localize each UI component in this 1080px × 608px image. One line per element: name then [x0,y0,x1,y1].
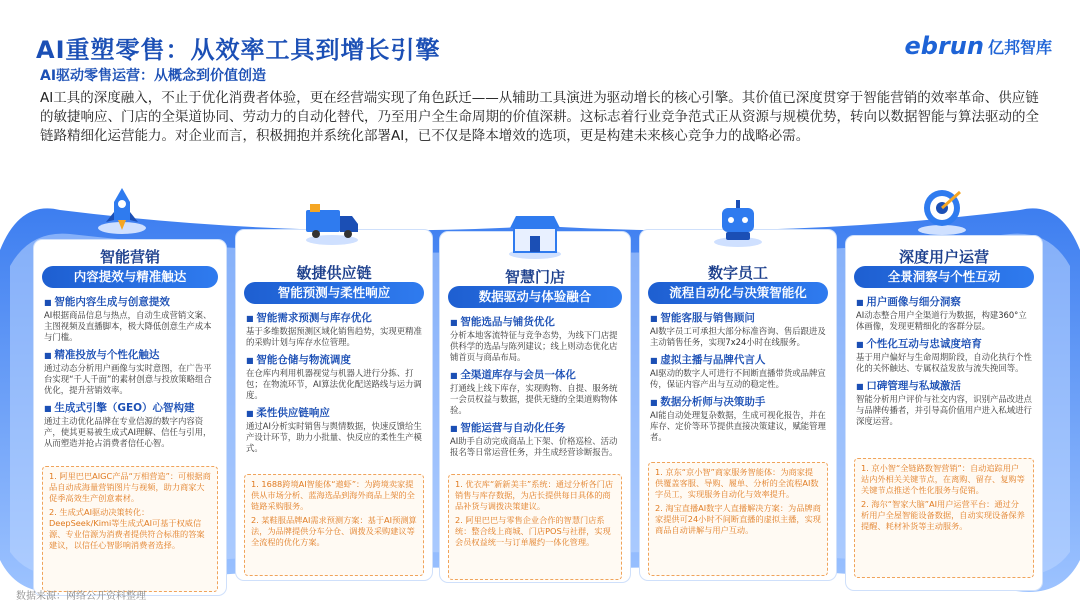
panel-body [856,290,1034,428]
section-text: AI动态整合用户全渠道行为数据，构建360°立体画像，发现更精细化的客群分层。 [856,310,1027,331]
case-note [244,474,424,576]
case-note [42,466,218,592]
section-text: AI根据商品信息与热点，自动生成营销文案、主图视频及直播脚本，极大降低创意生产成本与门槛。 [44,310,212,342]
digital-employee-robot-icon [708,198,768,248]
case-note [854,458,1034,578]
case-note [448,474,622,580]
case-note-2: 2. 海尔“智家大脑”AI用户运营平台：通过分析用户全屋智能设备数据，自动实现设备保养提醒、耗材补货等主动服务。 [861,499,1025,531]
section-heading: ■ 生成式引擎（GEO）心智构建 [44,401,218,416]
case-note-1: 1. 京小智“全链路数智营销”：自动追踪用户站内外相关关键节点，在离购、留存、复购等关键节点推送个性化服务与促销。 [861,463,1025,495]
section-heading: ■ 智能客服与销售顾问 [650,311,828,326]
supply-chain-truck-icon [300,196,364,246]
page-subtitle: AI驱动零售运营：从概念到价值创造 [40,68,267,84]
section-text: 基于多维数据预测区域化销售趋势，实现更精准的采购计划与库存水位管理。 [246,326,422,347]
panel-title: 数字员工 [707,264,768,282]
section-text: AI助手自动完成商品上下架、价格巡检、活动报名等日常运营任务，并生成经营诊断报告。 [450,436,618,457]
section-text: 通过主动优化品牌在专业信源的数字内容资产，使其更易被生成式AI理解、信任与引用，从而塑造并抢占消费者信任心智。 [44,416,212,448]
case-note-2: 2. 阿里巴巴与零售企业合作的智慧门店系统：整合线上商城、门店POS与社群，实现会员权益统一与订单履约一体化管理。 [455,515,611,547]
case-note-1: 1. 1688跨境AI智能体“遨虾”：为跨境卖家提供从市场分析、蓝海选品到海外商品上架的全链路采购服务。 [251,479,415,511]
section-heading: ■ 智能仓储与物流调度 [246,353,424,368]
panel-body [246,306,424,455]
panel-smart-store [440,232,630,582]
case-note-2: 2. 淘宝直播AI数字人直播解决方案：为品牌商家提供可24小时不间断直播的虚拟主播，实现商品自动讲解与用户互动。 [655,503,821,535]
logo-text-cn: 亿邦智库 [987,37,1052,57]
section-text: AI能自动处理复杂数据，生成可视化报告，并在库存、定价等环节提供直接决策建议，赋能管理者。 [650,410,826,442]
panel-band: 智能预测与柔性响应 [244,282,424,304]
panel-agile-supply-chain [236,230,432,580]
panel-title: 智能营销 [99,248,160,266]
section-heading: ■ 智能需求预测与库存优化 [246,311,424,326]
section-heading: ■ 全渠道库存与会员一体化 [450,368,622,383]
section-heading: ■ 个性化互动与忠诚度培育 [856,337,1034,352]
case-note-1: 1. 京东“京小智”商家服务智能体：为商家提供覆盖客服、导购、履单、分析的全流程AI数字员工，实现服务自动化与效率提升。 [655,467,819,499]
case-note-1: 1. 阿里巴巴AIGC产品“万相营造”：可根据商品自动成海量营销图片与视频，助力商家大促季高效生产创意素材。 [49,471,211,503]
panel-smart-marketing [34,240,226,595]
case-note [648,462,828,576]
panel-title: 敏捷供应链 [296,264,372,282]
section-text: AI数字员工可承担大部分标准咨询、售后跟进及主动销售任务，实现7x24小时在线服务。 [650,326,826,347]
section-text: 在仓库内利用机器视觉与机器人进行分拣、打包；在物流环节，AI算法优化配送路线与运力调度。 [246,368,422,400]
panel-band: 内容提效与精准触达 [42,266,218,288]
section-text: 基于用户偏好与生命周期阶段，自动化执行个性化的关怀触达、专属权益发放与流失挽回等。 [856,352,1032,373]
section-text: 分析本地客流特征与竞争态势，为线下门店提供科学的选品与陈列建议；线上则动态优化店铺首页与商品布局。 [450,330,618,362]
store-icon [504,210,566,260]
section-heading: ■ 柔性供应链响应 [246,406,424,421]
brand-logo [905,32,1052,60]
panel-body [44,290,218,450]
section-text: 智能分析用户评价与社交内容，识别产品改进点与品牌传播者，并引导高价值用户进入私域进行深度运营。 [856,394,1032,426]
page-title: AI重塑零售：从效率工具到增长引擎 [36,36,441,64]
panel-band: 流程自动化与决策智能化 [648,282,828,304]
panel-deep-user-ops [846,236,1042,590]
panel-digital-employee [640,230,836,580]
intro-paragraph: AI工具的深度融入，不止于优化消费者体验，更在经营端实现了角色跃迁——从辅助工具演进为驱动增长的核心引擎。其价值已深度贯穿于智能营销的效率革命、供应链的敏捷响应、门店的全渠道协同、劳动力的自动化替代，乃至用户全生命周期的价值深耕。这标志着行业竞争范式正从资源与规模优势，转向以数据智能与算法驱动的全链路精细化运营能力。对企业而言，积极拥抱并系统化部署AI，已不仅是降本增效的选项，更是构建未来核心竞争力的战略必需。 [40,90,1039,144]
panel-band: 数据驱动与体验融合 [448,286,622,308]
panel-band: 全景洞察与个性互动 [854,266,1034,288]
marketing-rocket-icon [92,184,152,236]
panel-body [650,306,828,444]
case-note-2: 2. 某鞋服品牌AI需求预测方案：基于AI预测算法，为品牌提供分车分仓、调拨及采购建议等全流程的优化方案。 [251,515,417,547]
section-text: AI驱动的数字人可进行不间断直播带货或品牌宣传，保证内容产出与互动的稳定性。 [650,368,826,389]
case-note-2: 2. 生成式AI驱动决策转化：DeepSeek/Kimi等生成式AI可基于权威信源、专业信源为消费者提供符合标准的答案建议，以信任心智影响消费者选择。 [49,507,205,550]
panel-title: 智慧门店 [504,268,565,286]
logo-text-en: ebrun [904,32,984,60]
section-heading: ■ 口碑管理与私域激活 [856,379,1034,394]
section-heading: ■ 智能运营与自动化任务 [450,421,622,436]
section-heading: ■ 虚拟主播与品牌代言人 [650,353,828,368]
panel-title: 深度用户运营 [898,248,989,266]
case-note-1: 1. 优衣库“新新美丰”系统：通过分析各门店销售与库存数据，为店长提供每日具体的商品补货与调拨决策建议。 [455,479,614,511]
section-heading: ■ 智能选品与铺货优化 [450,315,622,330]
section-text: 通过动态分析用户画像与实时意图，在广告平台实现“千人千面”的素材创意与投放策略组合优化，提升营销效率。 [44,363,212,395]
data-source: 数据来源：网络公开资料整理 [16,591,146,602]
section-heading: ■ 精准投放与个性化触达 [44,348,218,363]
section-text: 打通线上线下库存，实现购物、自提、服务统一会员权益与数据，提供无缝的全渠道购物体验。 [450,383,618,415]
section-heading: ■ 智能内容生成与创意提效 [44,295,218,310]
section-heading: ■ 数据分析师与决策助手 [650,395,828,410]
user-ops-target-icon [912,184,972,236]
section-text: 通过AI分析实时销售与舆情数据，快速反馈给生产设计环节，助力小批量、快反应的柔性生产模式。 [246,421,422,453]
panel-body [450,310,622,459]
section-heading: ■ 用户画像与细分洞察 [856,295,1034,310]
panel-stage [0,180,1080,608]
